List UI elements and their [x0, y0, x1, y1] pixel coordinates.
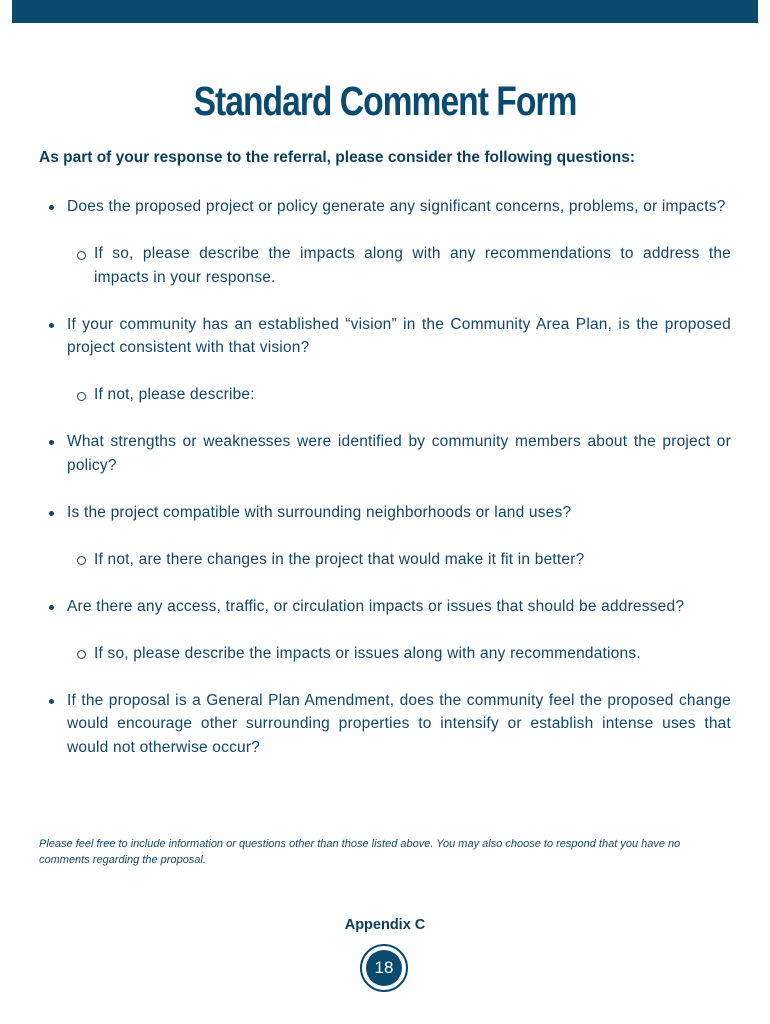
header-bar: [12, 0, 758, 23]
page-title: Standard Comment Form: [193, 78, 577, 124]
question-item: What strengths or weaknesses were identified by community members about the project or policy?: [39, 430, 731, 477]
footnote-text: Please feel free to include information or questions other than those listed above. You may also choose to respond that you have no comments regarding the proposal.: [39, 838, 681, 866]
sub-question-item: If so, please describe the impacts along with any recommendations to address the impacts in your response.: [39, 242, 731, 289]
page-number-badge: [360, 944, 408, 992]
question-item: If the proposal is a General Plan Amendment, does the community feel the proposed change would encourage other surrounding properties to intensify or establish intense uses that would not otherwise occur?: [39, 689, 731, 760]
intro-text: As part of your response to the referral, please consider the following questions:: [39, 149, 636, 166]
question-item: Is the project compatible with surrounding neighborhoods or land uses?: [39, 501, 731, 525]
page-number: 18: [366, 950, 402, 986]
sub-question-item: If not, are there changes in the project that would make it fit in better?: [39, 548, 731, 572]
question-item: Does the proposed project or policy generate any significant concerns, problems, or impacts?: [39, 195, 731, 219]
appendix-label: Appendix C: [344, 917, 426, 933]
question-item: Are there any access, traffic, or circulation impacts or issues that should be addressed?: [39, 595, 731, 619]
sub-question-item: If so, please describe the impacts or issues along with any recommendations.: [39, 642, 731, 666]
question-list: [39, 195, 731, 759]
question-item: If your community has an established “vision” in the Community Area Plan, is the proposed project consistent with that vision?: [39, 313, 731, 360]
sub-question-item: If not, please describe:: [39, 383, 731, 407]
